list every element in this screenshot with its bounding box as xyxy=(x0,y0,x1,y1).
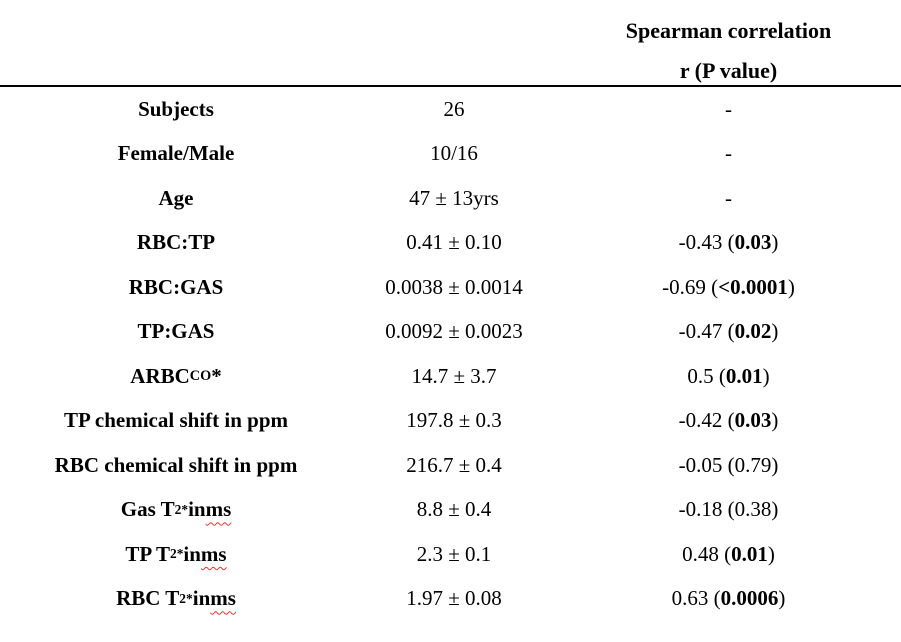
spellcheck-squiggle-text: ms xyxy=(200,541,227,566)
row-correlation xyxy=(556,443,901,488)
row-value: 2.3 ± 0.1 xyxy=(416,541,492,566)
text-part: in xyxy=(192,586,211,611)
row-correlation xyxy=(556,488,901,533)
text-part: 0.5 ( xyxy=(687,363,726,388)
text-part: -0.43 ( xyxy=(678,230,735,255)
text-part: ARBC xyxy=(130,363,190,388)
text-part: CO xyxy=(189,367,212,384)
row-correlation xyxy=(556,87,901,132)
text-part: TP:GAS xyxy=(137,319,215,344)
row-label xyxy=(0,443,352,488)
row-value: 0.0092 ± 0.0023 xyxy=(385,319,523,344)
text-part: -0.42 ( xyxy=(678,408,735,433)
text-part: 2 xyxy=(169,546,177,562)
row-label xyxy=(0,265,352,310)
row-correlation xyxy=(556,577,901,622)
text-part: ) xyxy=(771,230,779,255)
table-row-rbc-tp xyxy=(0,221,901,266)
text-part: TP chemical shift in ppm xyxy=(63,408,289,433)
header-value-column xyxy=(352,0,556,91)
text-part: 0.01 xyxy=(731,541,768,566)
row-label xyxy=(0,399,352,444)
text-part: 0.01 xyxy=(725,363,763,388)
table-header-row xyxy=(0,0,901,85)
row-value: 10/16 xyxy=(430,141,478,166)
row-label xyxy=(0,310,352,355)
text-part: -0.47 ( xyxy=(678,319,735,344)
table-row-tp-chemical-shift xyxy=(0,399,901,444)
text-part: 2 xyxy=(174,501,182,517)
text-part: - xyxy=(725,141,732,166)
header-spearman-title: Spearman correlation xyxy=(625,18,832,43)
row-value: 216.7 ± 0.4 xyxy=(406,452,502,477)
text-part: 0.48 ( xyxy=(682,541,732,566)
row-correlation xyxy=(556,176,901,221)
row-label xyxy=(0,354,352,399)
spellcheck-squiggle-text: ms xyxy=(205,497,232,522)
header-r-pvalue-label: r (P value) xyxy=(679,58,778,83)
text-part: in xyxy=(188,497,206,522)
text-part: -0.18 (0.38) xyxy=(678,497,779,522)
row-value: 197.8 ± 0.3 xyxy=(406,408,502,433)
table-row-rbc-t2star xyxy=(0,577,901,622)
text-part: 0.03 xyxy=(734,408,772,433)
table-row-female-male xyxy=(0,132,901,177)
text-part: ) xyxy=(767,541,775,566)
table-row-gas-t2star xyxy=(0,488,901,533)
row-value: 47 ± 13yrs xyxy=(409,185,499,210)
row-correlation xyxy=(556,132,901,177)
text-part: ) xyxy=(762,363,770,388)
text-part: - xyxy=(725,185,732,210)
table-row-subjects xyxy=(0,87,901,132)
text-part: 0.02 xyxy=(734,319,772,344)
row-correlation xyxy=(556,532,901,577)
text-part: Age xyxy=(158,185,194,210)
text-part: Subjects xyxy=(138,96,214,121)
text-part: -0.05 (0.79) xyxy=(678,452,779,477)
table-row-age xyxy=(0,176,901,221)
text-part: * xyxy=(211,363,222,388)
text-part: Gas T xyxy=(120,497,175,522)
text-part: - xyxy=(725,96,732,121)
text-part: 0.63 ( xyxy=(671,586,721,611)
text-part: in xyxy=(183,541,201,566)
text-part: -0.69 ( xyxy=(662,274,719,299)
text-part: 2 xyxy=(179,590,187,606)
text-part: 0.0006 xyxy=(720,586,779,611)
header-parameter-column xyxy=(0,0,352,91)
text-part: ) xyxy=(771,408,779,433)
text-part: RBC chemical shift in ppm xyxy=(54,452,298,477)
text-part: RBC T xyxy=(116,586,180,611)
row-value: 0.0038 ± 0.0014 xyxy=(385,274,523,299)
text-part: RBC:TP xyxy=(136,230,216,255)
text-part: ) xyxy=(771,319,779,344)
row-label xyxy=(0,221,352,266)
row-correlation xyxy=(556,399,901,444)
text-part: ) xyxy=(778,586,786,611)
table-row-rbc-gas xyxy=(0,265,901,310)
row-correlation xyxy=(556,354,901,399)
header-spearman-column xyxy=(556,0,901,91)
row-correlation xyxy=(556,310,901,355)
row-correlation xyxy=(556,265,901,310)
row-value: 8.8 ± 0.4 xyxy=(416,497,492,522)
text-part: <0.0001 xyxy=(718,274,788,299)
table-row-tp-gas xyxy=(0,310,901,355)
table-body xyxy=(0,87,901,621)
table-row-arbc-co xyxy=(0,354,901,399)
table-row-tp-t2star xyxy=(0,532,901,577)
spellcheck-squiggle-text: ms xyxy=(210,586,236,611)
row-value: 26 xyxy=(443,96,465,121)
row-label xyxy=(0,132,352,177)
text-part: TP T xyxy=(125,541,170,566)
row-value: 14.7 ± 3.7 xyxy=(411,363,497,388)
row-label xyxy=(0,488,352,533)
row-label xyxy=(0,176,352,221)
row-correlation xyxy=(556,221,901,266)
row-value: 1.97 ± 0.08 xyxy=(406,586,502,611)
text-part: * xyxy=(181,501,189,517)
text-part: Female/Male xyxy=(117,141,235,166)
table-row-rbc-chemical-shift xyxy=(0,443,901,488)
text-part: 0.03 xyxy=(734,230,772,255)
row-label xyxy=(0,87,352,132)
row-value: 0.41 ± 0.10 xyxy=(406,230,502,255)
text-part: ) xyxy=(787,274,795,299)
text-part: * xyxy=(186,590,193,606)
text-part: * xyxy=(176,546,184,562)
text-part: RBC:GAS xyxy=(128,274,224,299)
row-label xyxy=(0,577,352,622)
row-label xyxy=(0,532,352,577)
